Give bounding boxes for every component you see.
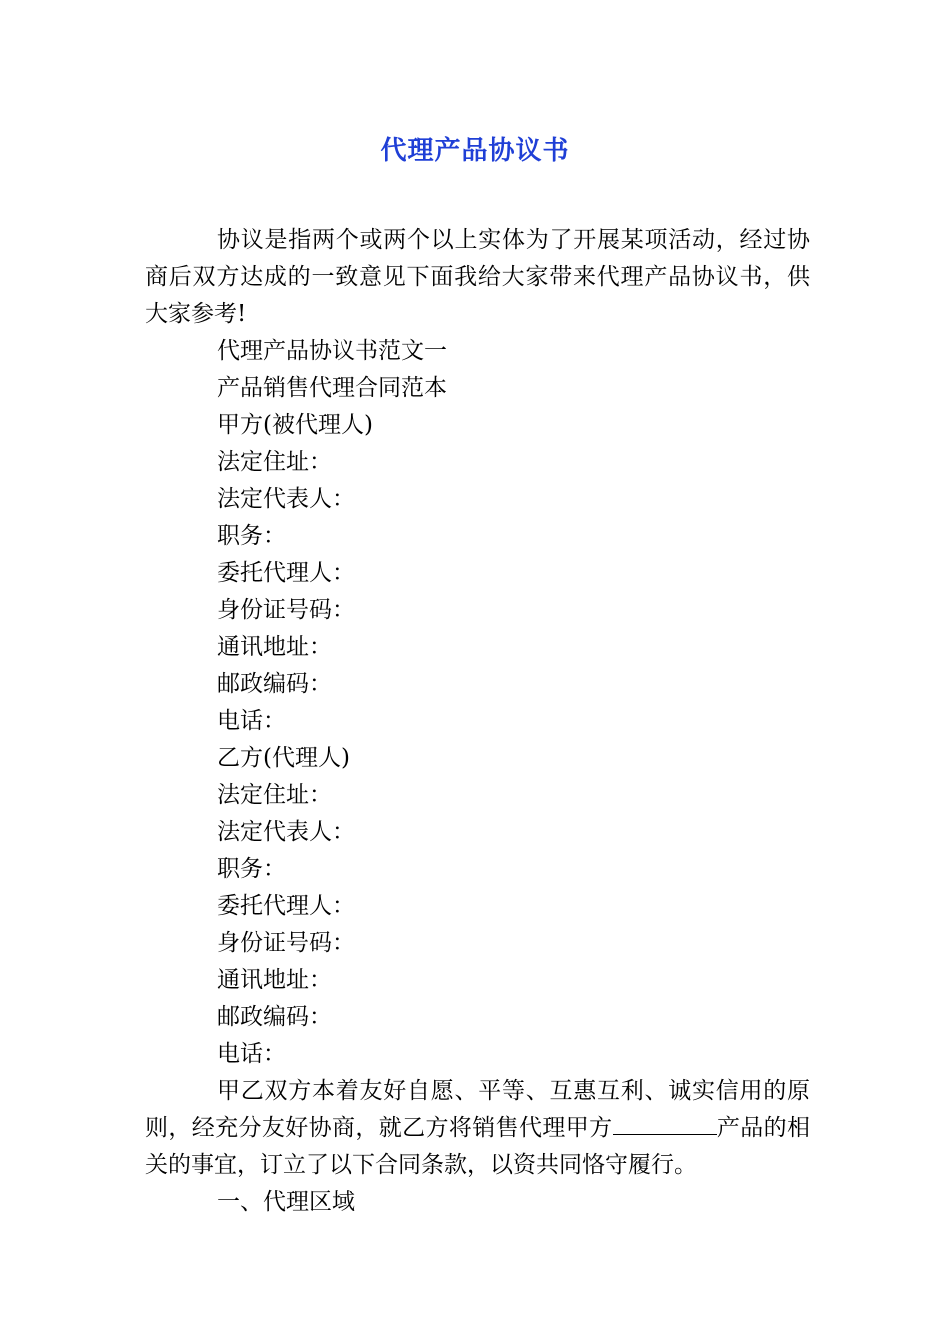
party-b-position: 职务： [217, 856, 286, 882]
sample-heading: 代理产品协议书范文一 [217, 338, 447, 364]
section-1-heading: 一、代理区域 [217, 1189, 355, 1215]
party-a-address: 法定住址： [217, 449, 332, 475]
party-a-mailing-address: 通讯地址： [217, 634, 332, 660]
party-a-id-number: 身份证号码： [217, 597, 355, 623]
party-b-address: 法定住址： [217, 782, 332, 808]
party-b-heading: 乙方(代理人) [217, 745, 350, 771]
party-b-id-number: 身份证号码： [217, 930, 355, 956]
principle-paragraph [145, 1073, 810, 1184]
party-b-phone: 电话： [217, 1041, 286, 1067]
party-b-agent: 委托代理人： [217, 893, 355, 919]
party-b-mailing-address: 通讯地址： [217, 967, 332, 993]
contract-heading: 产品销售代理合同范本 [217, 375, 447, 401]
principle-text-end: 产品的相关的事宜，订立了以下合同条款，以资共同恪守履行。 [145, 1115, 810, 1178]
party-a-agent: 委托代理人： [217, 560, 355, 586]
party-b-representative: 法定代表人： [217, 819, 355, 845]
party-a-position: 职务： [217, 523, 286, 549]
product-name-blank [613, 1112, 717, 1135]
principle-text-start: 甲乙双方本着友好自愿、平等、互惠互利、诚实信用的原则，经充分友好协商，就乙方将销售代理甲方 [145, 1078, 810, 1141]
intro-paragraph: 协议是指两个或两个以上实体为了开展某项活动，经过协商后双方达成的一致意见下面我给大家带来代理产品协议书，供大家参考! [145, 227, 810, 327]
party-a-postal-code: 邮政编码： [217, 671, 332, 697]
party-a-heading: 甲方(被代理人) [217, 412, 373, 438]
document-body [145, 222, 810, 1221]
document-title: 代理产品协议书 [380, 136, 570, 166]
party-a-phone: 电话： [217, 708, 286, 734]
party-a-representative: 法定代表人： [217, 486, 355, 512]
party-b-postal-code: 邮政编码： [217, 1004, 332, 1030]
